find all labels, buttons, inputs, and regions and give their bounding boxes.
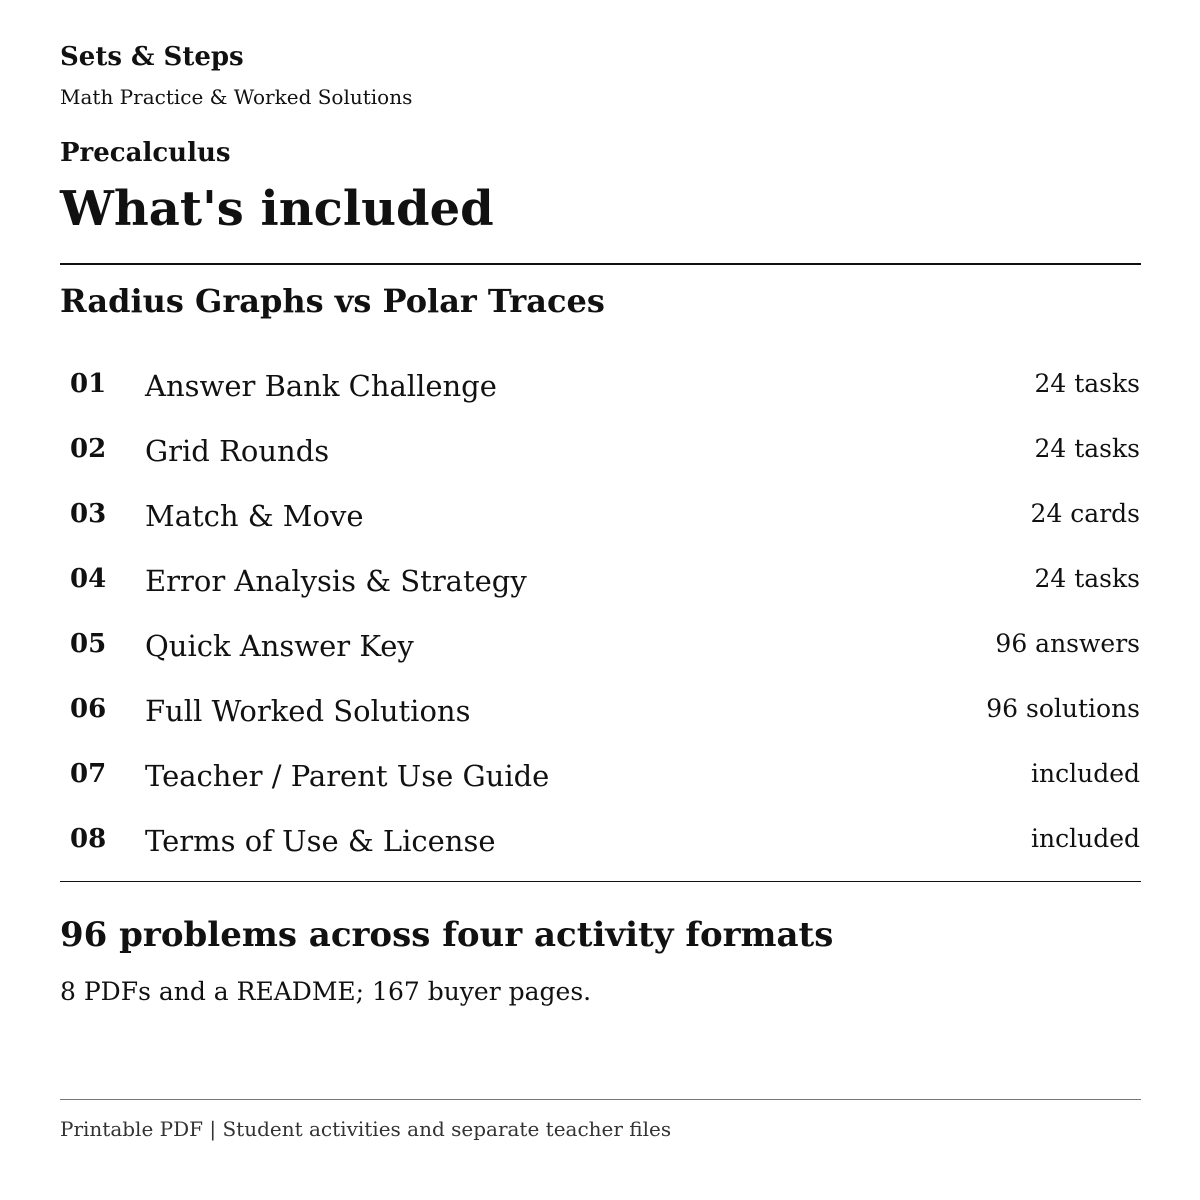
item-label: Terms of Use & License bbox=[145, 824, 496, 858]
item-count: 24 tasks bbox=[1034, 369, 1140, 398]
footer-text: Printable PDF | Student activities and separate teacher files bbox=[60, 1117, 672, 1141]
item-count: 24 tasks bbox=[1034, 564, 1140, 593]
section-title: Radius Graphs vs Polar Traces bbox=[60, 282, 605, 320]
summary-title: 96 problems across four activity formats bbox=[60, 915, 834, 955]
list-item bbox=[60, 547, 1140, 612]
page-title: What's included bbox=[60, 181, 494, 237]
subject-label: Precalculus bbox=[60, 138, 231, 168]
item-label: Teacher / Parent Use Guide bbox=[145, 759, 550, 793]
item-label: Answer Bank Challenge bbox=[145, 369, 497, 403]
item-number: 03 bbox=[70, 499, 107, 529]
item-number: 07 bbox=[70, 759, 107, 789]
item-number: 06 bbox=[70, 694, 107, 724]
item-count: 24 cards bbox=[1030, 499, 1140, 528]
header-divider bbox=[60, 263, 1141, 265]
list-item bbox=[60, 417, 1140, 482]
item-number: 05 bbox=[70, 629, 107, 659]
list-item bbox=[60, 612, 1140, 677]
list-item bbox=[60, 742, 1140, 807]
contents-list bbox=[60, 352, 1141, 872]
item-label: Full Worked Solutions bbox=[145, 694, 471, 728]
list-item bbox=[60, 352, 1140, 417]
item-number: 04 bbox=[70, 564, 107, 594]
list-item bbox=[60, 807, 1140, 872]
item-label: Match & Move bbox=[145, 499, 364, 533]
list-divider bbox=[60, 881, 1141, 882]
item-label: Quick Answer Key bbox=[145, 629, 414, 663]
item-number: 01 bbox=[70, 369, 107, 399]
list-item bbox=[60, 482, 1140, 547]
summary-text: 8 PDFs and a README; 167 buyer pages. bbox=[60, 977, 592, 1006]
item-number: 08 bbox=[70, 824, 107, 854]
item-count: 96 answers bbox=[995, 629, 1140, 658]
item-count: included bbox=[1031, 759, 1140, 788]
product-page bbox=[60, 0, 1141, 1200]
item-label: Grid Rounds bbox=[145, 434, 330, 468]
item-number: 02 bbox=[70, 434, 107, 464]
footer-divider bbox=[60, 1099, 1141, 1100]
item-label: Error Analysis & Strategy bbox=[145, 564, 527, 598]
brand-name: Sets & Steps bbox=[60, 42, 244, 72]
item-count: 24 tasks bbox=[1034, 434, 1140, 463]
brand-tagline: Math Practice & Worked Solutions bbox=[60, 85, 413, 109]
list-item bbox=[60, 677, 1140, 742]
item-count: included bbox=[1031, 824, 1140, 853]
item-count: 96 solutions bbox=[986, 694, 1140, 723]
